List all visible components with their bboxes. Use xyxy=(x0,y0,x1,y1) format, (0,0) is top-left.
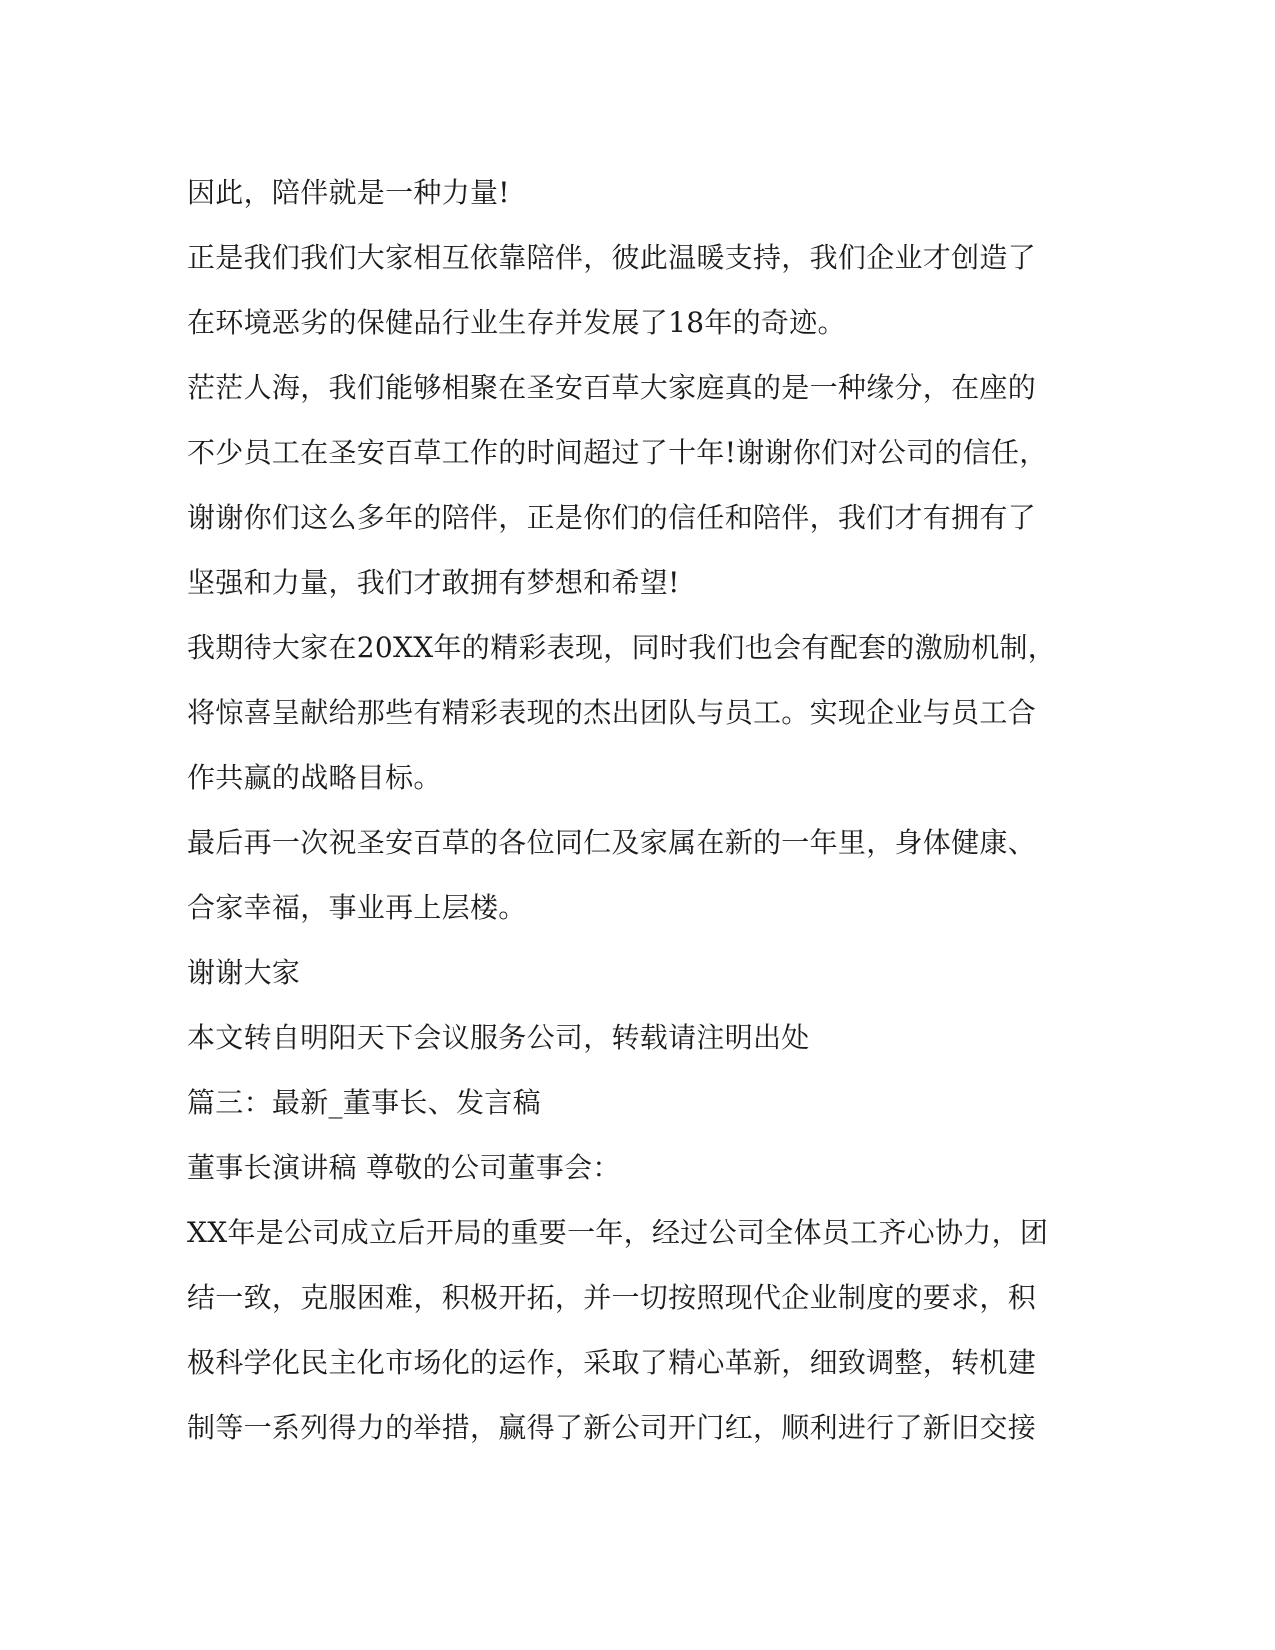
text-line: 茫茫人海，我们能够相聚在圣安百草大家庭真的是一种缘分，在座的 xyxy=(187,371,1037,404)
section-heading: 篇三：最新_董事长、发言稿 xyxy=(187,1086,541,1119)
text-line: 坚强和力量，我们才敢拥有梦想和希望! xyxy=(187,566,680,599)
text-line: 制等一系列得力的举措，赢得了新公司开门红，顺利进行了新旧交接 xyxy=(187,1411,1037,1444)
text-line: 谢谢你们这么多年的陪伴，正是你们的信任和陪伴，我们才有拥有了 xyxy=(187,501,1037,534)
document-body xyxy=(187,160,1057,1460)
text-line: 将惊喜呈献给那些有精彩表现的杰出团队与员工。实现企业与员工合 xyxy=(187,696,1037,729)
text-line: 本文转自明阳天下会议服务公司，转载请注明出处 xyxy=(187,1021,810,1054)
text-line: 最后再一次祝圣安百草的各位同仁及家属在新的一年里，身体健康、 xyxy=(187,826,1037,859)
text-line: 结一致，克服困难，积极开拓，并一切按照现代企业制度的要求，积 xyxy=(187,1281,1037,1314)
text-line: 正是我们我们大家相互依靠陪伴，彼此温暖支持，我们企业才创造了 xyxy=(187,241,1037,274)
text-line: 因此，陪伴就是一种力量! xyxy=(187,176,510,209)
text-line: 作共赢的战略目标。 xyxy=(187,761,442,794)
text-line: XX年是公司成立后开局的重要一年，经过公司全体员工齐心协力，团 xyxy=(187,1216,1049,1249)
text-line: 合家幸福，事业再上层楼。 xyxy=(187,891,527,924)
text-line: 不少员工在圣安百草工作的时间超过了十年!谢谢你们对公司的信任， xyxy=(187,436,1048,469)
text-line: 我期待大家在20XX年的精彩表现，同时我们也会有配套的激励机制， xyxy=(187,631,1057,664)
text-line: 董事长演讲稿 尊敬的公司董事会： xyxy=(187,1151,621,1184)
text-line: 在环境恶劣的保健品行业生存并发展了18年的奇迹。 xyxy=(187,306,846,339)
text-line: 极科学化民主化市场化的运作，采取了精心革新，细致调整，转机建 xyxy=(187,1346,1037,1379)
text-line: 谢谢大家 xyxy=(187,956,301,989)
